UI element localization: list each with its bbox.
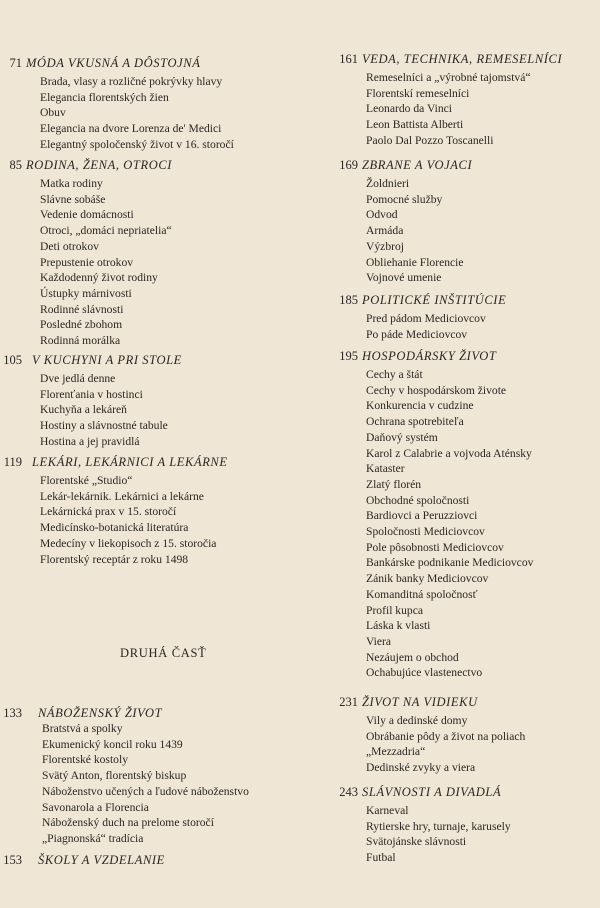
section-items bbox=[40, 176, 172, 349]
list-item: Cechy v hospodárskom živote bbox=[366, 383, 507, 397]
section-title: SLÁVNOSTI A DIVADLÁ bbox=[362, 785, 502, 799]
list-item: Dve jedlá denne bbox=[40, 372, 116, 385]
section-title: ŠKOLY A VZDELANIE bbox=[38, 853, 165, 867]
list-item: Medecíny v liekopisoch z 15. storočia bbox=[40, 536, 217, 550]
section-title: HOSPODÁRSKY ŽIVOT bbox=[362, 349, 497, 363]
section-items bbox=[42, 721, 249, 847]
list-item: Vily a dedinské domy bbox=[366, 714, 468, 727]
list-item: Brada, vlasy a rozličné pokrývky hlavy bbox=[40, 75, 223, 88]
list-item: Náboženstvo učených a ľudové náboženstvo bbox=[42, 784, 249, 798]
list-item: Savonarola a Florencia bbox=[42, 800, 149, 814]
list-item: Armáda bbox=[366, 224, 404, 238]
list-item: Daňový systém bbox=[366, 430, 438, 444]
list-item: Dedinské zvyky a viera bbox=[366, 761, 476, 775]
list-item: Kataster bbox=[366, 462, 405, 476]
list-item: Paolo Dal Pozzo Toscanelli bbox=[366, 133, 494, 147]
list-item: Otroci, „domáci nepriatelia“ bbox=[40, 224, 172, 238]
section-items bbox=[366, 803, 511, 866]
list-item: Lekár-lekárnik. Lekárnici a lekárne bbox=[40, 489, 204, 503]
section-items bbox=[366, 70, 531, 149]
list-item: Florentské „Studio“ bbox=[40, 474, 133, 487]
list-item: Komanditná spoločnosť bbox=[366, 587, 478, 601]
page-number: 195 bbox=[339, 349, 358, 363]
list-item: Svätý Anton, florentský biskup bbox=[42, 769, 187, 783]
section-items bbox=[366, 311, 486, 342]
page-number: 71 bbox=[9, 56, 22, 70]
list-item: Po páde Mediciovcov bbox=[366, 327, 468, 341]
list-item: Vedenie domácnosti bbox=[40, 208, 134, 222]
list-item: „Piagnonská“ tradícia bbox=[42, 831, 144, 845]
list-item: Cechy a štát bbox=[366, 368, 423, 381]
list-item: Ochrana spotrebiteľa bbox=[366, 415, 464, 429]
page-number: 243 bbox=[339, 785, 358, 799]
list-item: Elegancia florentských žien bbox=[40, 90, 169, 104]
page-number: 133 bbox=[3, 706, 22, 720]
list-item: Karol z Calabrie a vojvoda Aténsky bbox=[366, 446, 532, 460]
list-item: Lekárnická prax v 15. storočí bbox=[40, 505, 177, 519]
list-item: Pomocné služby bbox=[366, 192, 443, 206]
section-items bbox=[40, 74, 234, 153]
page-number: 231 bbox=[339, 695, 358, 709]
list-item: Leonardo da Vinci bbox=[366, 102, 453, 116]
section-items bbox=[40, 371, 168, 450]
list-item: Florentskí remeselníci bbox=[366, 86, 470, 100]
list-item: Prepustenie otrokov bbox=[40, 255, 134, 269]
page-number: 161 bbox=[339, 52, 358, 66]
list-item: Pred pádom Mediciovcov bbox=[366, 312, 486, 325]
list-item: Ochabujúce vlastenectvo bbox=[366, 666, 483, 680]
list-item: Kuchyňa a lekáreň bbox=[40, 403, 127, 417]
section-title: POLITICKÉ INŠTITÚCIE bbox=[362, 293, 507, 307]
list-item: Obrábanie pôdy a život na poliach bbox=[366, 729, 526, 743]
list-item: Slávne sobáše bbox=[40, 192, 106, 206]
list-item: Posledné zbohom bbox=[40, 318, 123, 332]
list-item: Profil kupca bbox=[366, 603, 423, 617]
list-item: Florenťania v hostinci bbox=[40, 387, 143, 401]
list-item: Viera bbox=[366, 634, 392, 648]
list-item: Zlatý florén bbox=[366, 477, 422, 491]
list-item: Konkurencia v cudzine bbox=[366, 399, 474, 413]
section-items bbox=[40, 473, 216, 567]
list-item: Hostiny a slávnostné tabule bbox=[40, 419, 168, 433]
list-item: Svätojánske slávnosti bbox=[366, 835, 467, 849]
section-title: ŽIVOT NA VIDIEKU bbox=[362, 695, 478, 709]
list-item: „Mezzadria“ bbox=[366, 745, 426, 759]
list-item: Bardiovci a Peruzziovci bbox=[366, 509, 478, 523]
list-item: Výzbroj bbox=[366, 239, 404, 253]
list-item: Každodenný život rodiny bbox=[40, 271, 158, 285]
list-item: Žoldnieri bbox=[366, 177, 410, 190]
list-item: Náboženský duch na prelome storočí bbox=[42, 816, 214, 830]
list-item: Rodinné slávnosti bbox=[40, 302, 124, 316]
section-title: ZBRANE A VOJACI bbox=[362, 158, 473, 172]
page-number: 105 bbox=[3, 353, 22, 367]
page-number: 153 bbox=[3, 853, 22, 867]
page-number: 85 bbox=[9, 158, 22, 172]
list-item: Rodinná morálka bbox=[40, 334, 121, 348]
list-item: Zánik banky Mediciovcov bbox=[366, 572, 489, 586]
page-number: 185 bbox=[339, 293, 358, 307]
page-number: 169 bbox=[339, 158, 358, 172]
section-items bbox=[366, 367, 533, 681]
list-item: Ústupky márnivosti bbox=[40, 286, 132, 300]
section-items bbox=[366, 713, 525, 776]
list-item: Leon Battista Alberti bbox=[366, 118, 464, 132]
list-item: Obliehanie Florencie bbox=[366, 255, 464, 269]
section-title: MÓDA VKUSNÁ A DÔSTOJNÁ bbox=[26, 56, 201, 70]
list-item: Obuv bbox=[40, 106, 66, 120]
list-item: Bankárske podnikanie Mediciovcov bbox=[366, 556, 534, 570]
list-item: Obchodné spoločnosti bbox=[366, 493, 470, 507]
section-title: VEDA, TECHNIKA, REMESELNÍCI bbox=[362, 52, 563, 66]
list-item: Spoločnosti Mediciovcov bbox=[366, 525, 485, 539]
list-item: Ekumenický koncil roku 1439 bbox=[42, 737, 183, 751]
section-items bbox=[366, 176, 464, 286]
list-item: Elegantný spoločenský život v 16. storočí bbox=[40, 137, 234, 151]
list-item: Hostina a jej pravidlá bbox=[40, 434, 140, 448]
list-item: Láska k vlasti bbox=[366, 619, 431, 633]
list-item: Pole pôsobnosti Mediciovcov bbox=[366, 540, 504, 554]
list-item: Medicínsko-botanická literatúra bbox=[40, 521, 189, 535]
section-title: LEKÁRI, LEKÁRNICI A LEKÁRNE bbox=[32, 455, 228, 469]
list-item: Remeselníci a „výrobné tajomstvá“ bbox=[366, 71, 531, 84]
list-item: Vojnové umenie bbox=[366, 271, 442, 285]
list-item: Florentské kostoly bbox=[42, 753, 128, 767]
list-item: Odvod bbox=[366, 208, 398, 222]
list-item: Nezáujem o obchod bbox=[366, 650, 459, 664]
list-item: Bratstvá a spolky bbox=[42, 722, 123, 735]
list-item: Matka rodiny bbox=[40, 177, 103, 190]
list-item: Futbal bbox=[366, 851, 396, 865]
list-item: Rytierske hry, turnaje, karusely bbox=[366, 819, 511, 833]
list-item: Karneval bbox=[366, 804, 409, 817]
section-title: V KUCHYNI A PRI STOLE bbox=[32, 353, 182, 367]
page-number: 119 bbox=[3, 455, 22, 469]
list-item: Deti otrokov bbox=[40, 239, 99, 253]
list-item: Elegancia na dvore Lorenza de' Medici bbox=[40, 122, 222, 136]
section-title: NÁBOŽENSKÝ ŽIVOT bbox=[38, 706, 163, 720]
list-item: Florentský receptár z roku 1498 bbox=[40, 552, 189, 566]
part-heading: DRUHÁ ČASŤ bbox=[120, 646, 207, 660]
section-title: RODINA, ŽENA, OTROCI bbox=[26, 158, 173, 172]
